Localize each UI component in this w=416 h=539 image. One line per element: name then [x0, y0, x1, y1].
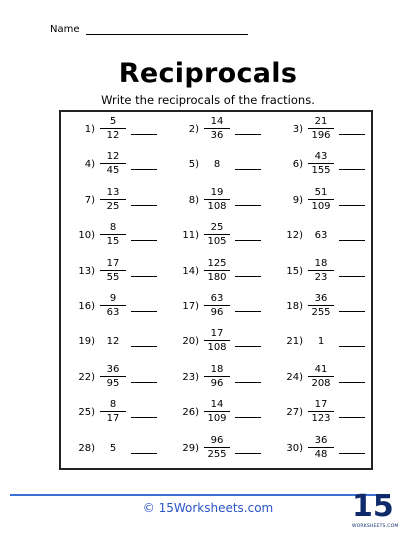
fraction	[204, 116, 230, 141]
answer-blank[interactable]	[235, 205, 261, 206]
fraction	[100, 222, 126, 247]
answer-blank[interactable]	[131, 134, 157, 135]
problem-number: 3)	[292, 124, 303, 135]
problem-item	[173, 114, 277, 146]
fraction	[204, 222, 230, 247]
fraction	[100, 293, 126, 318]
problem-item	[69, 185, 173, 217]
whole-number: 63	[314, 230, 328, 242]
fraction	[100, 187, 126, 212]
denominator: 55	[106, 271, 120, 283]
fraction	[204, 399, 230, 424]
page-title: Reciprocals	[118, 58, 298, 89]
numerator: 17	[308, 399, 334, 412]
denominator: 12	[106, 130, 120, 141]
problem-item	[173, 185, 277, 217]
fraction	[100, 364, 126, 389]
denominator: 208	[311, 377, 331, 389]
answer-blank[interactable]	[235, 346, 261, 347]
answer-blank[interactable]	[339, 382, 365, 383]
numerator: 19	[204, 187, 230, 200]
problem-number: 1)	[84, 124, 95, 135]
answer-blank[interactable]	[235, 134, 261, 135]
problem-item	[173, 256, 277, 288]
problem-number: 11)	[182, 230, 199, 242]
footer-divider	[10, 494, 390, 496]
problem-number: 21)	[286, 336, 303, 348]
numerator: 18	[204, 364, 230, 377]
answer-blank[interactable]	[339, 240, 365, 241]
fraction	[204, 435, 230, 460]
denominator: 108	[207, 200, 227, 212]
answer-blank[interactable]	[131, 417, 157, 418]
problem-number: 28)	[78, 442, 95, 454]
problem-number: 6)	[292, 159, 303, 171]
problem-item	[173, 149, 277, 181]
denominator: 155	[311, 165, 331, 177]
problem-number: 13)	[78, 265, 95, 277]
whole-number: 12	[106, 336, 120, 348]
problem-number: 17)	[182, 301, 199, 312]
logo-wordmark: WORKSHEETS.COM	[352, 524, 399, 529]
problem-number: 2)	[188, 124, 199, 135]
problem-number: 18)	[286, 301, 303, 312]
problem-item	[173, 397, 277, 429]
answer-blank[interactable]	[339, 453, 365, 454]
logo-digits: 15	[352, 489, 394, 524]
problem-item	[173, 362, 277, 394]
problems-box	[59, 110, 373, 470]
numerator: 51	[308, 187, 334, 200]
fraction	[308, 435, 334, 460]
answer-blank[interactable]	[131, 311, 157, 312]
denominator: 96	[210, 377, 224, 389]
numerator: 25	[204, 222, 230, 235]
problem-item	[69, 256, 173, 288]
problem-number: 25)	[78, 407, 95, 419]
problem-item	[173, 220, 277, 252]
fraction	[204, 364, 230, 389]
problem-number: 29)	[182, 442, 199, 454]
problem-item	[69, 326, 173, 358]
problem-item	[277, 256, 381, 288]
numerator: 41	[308, 364, 334, 377]
denominator: 17	[106, 413, 120, 425]
fraction	[308, 151, 334, 176]
fraction	[308, 364, 334, 389]
problem-number: 26)	[182, 407, 199, 419]
problem-item	[277, 220, 381, 252]
numerator: 17	[204, 328, 230, 341]
problem-item	[69, 433, 173, 465]
fraction	[308, 116, 334, 141]
answer-blank[interactable]	[131, 205, 157, 206]
denominator: 109	[311, 200, 331, 212]
problem-item	[173, 326, 277, 358]
problem-number: 12)	[286, 230, 303, 242]
whole-number: 1	[317, 336, 325, 348]
problem-number: 19)	[78, 336, 95, 348]
problem-item	[277, 185, 381, 217]
answer-blank[interactable]	[339, 134, 365, 135]
answer-blank[interactable]	[131, 346, 157, 347]
whole-number: 8	[213, 159, 221, 171]
denominator: 105	[207, 236, 227, 248]
numerator: 125	[204, 258, 230, 271]
fraction	[204, 293, 230, 318]
numerator: 13	[100, 187, 126, 200]
numerator: 18	[308, 258, 334, 271]
problem-item	[69, 220, 173, 252]
problem-item	[277, 149, 381, 181]
answer-blank[interactable]	[131, 382, 157, 383]
problem-number: 14)	[182, 265, 199, 277]
problem-number: 22)	[78, 371, 95, 383]
problem-number: 24)	[286, 371, 303, 383]
numerator: 5	[100, 116, 126, 129]
answer-blank[interactable]	[339, 417, 365, 418]
numerator: 8	[100, 222, 126, 235]
answer-blank[interactable]	[235, 240, 261, 241]
fraction	[100, 151, 126, 176]
answer-blank[interactable]	[235, 276, 261, 277]
problem-item	[277, 326, 381, 358]
problem-item	[277, 291, 381, 323]
fraction	[308, 187, 334, 212]
denominator: 108	[207, 342, 227, 354]
numerator: 36	[308, 435, 334, 448]
problem-item	[69, 114, 173, 146]
denominator: 196	[311, 130, 331, 141]
denominator: 95	[106, 377, 120, 389]
answer-blank[interactable]	[131, 240, 157, 241]
denominator: 23	[314, 271, 328, 283]
denominator: 48	[314, 448, 328, 460]
denominator: 45	[106, 165, 120, 177]
name-row	[50, 24, 248, 35]
problem-item	[69, 291, 173, 323]
fraction	[204, 258, 230, 283]
numerator: 8	[100, 399, 126, 412]
problem-number: 27)	[286, 407, 303, 419]
whole-number: 5	[109, 442, 117, 454]
problem-item	[277, 433, 381, 465]
footer-copyright[interactable]: © 15Worksheets.com	[142, 501, 274, 515]
fraction	[308, 293, 334, 318]
problem-item	[173, 433, 277, 465]
brand-logo	[352, 489, 399, 536]
answer-blank[interactable]	[235, 382, 261, 383]
problem-number: 10)	[78, 230, 95, 242]
answer-blank[interactable]	[339, 205, 365, 206]
fraction	[308, 258, 334, 283]
numerator: 17	[100, 258, 126, 271]
problem-number: 23)	[182, 371, 199, 383]
problem-number: 30)	[286, 442, 303, 454]
answer-blank[interactable]	[131, 169, 157, 170]
denominator: 109	[207, 413, 227, 425]
problem-number: 20)	[182, 336, 199, 348]
problem-item	[277, 397, 381, 429]
denominator: 25	[106, 200, 120, 212]
answer-blank[interactable]	[339, 276, 365, 277]
numerator: 12	[100, 151, 126, 164]
denominator: 123	[311, 413, 331, 425]
answer-blank[interactable]	[339, 311, 365, 312]
numerator: 36	[100, 364, 126, 377]
numerator: 21	[308, 116, 334, 129]
name-label: Name	[50, 24, 80, 35]
fraction	[204, 328, 230, 353]
problem-number: 8)	[188, 194, 199, 206]
fraction	[308, 399, 334, 424]
problem-item	[277, 114, 381, 146]
numerator: 96	[204, 435, 230, 448]
problem-number: 5)	[188, 159, 199, 171]
answer-blank[interactable]	[235, 311, 261, 312]
problem-item	[69, 362, 173, 394]
denominator: 15	[106, 236, 120, 248]
problem-number: 7)	[84, 194, 95, 206]
problem-item	[69, 149, 173, 181]
answer-blank[interactable]	[235, 169, 261, 170]
answer-blank[interactable]	[235, 417, 261, 418]
fraction	[100, 116, 126, 141]
denominator: 96	[210, 307, 224, 318]
denominator: 63	[106, 307, 120, 318]
numerator: 9	[100, 293, 126, 306]
denominator: 36	[210, 130, 224, 141]
problem-item	[277, 362, 381, 394]
problem-item	[69, 397, 173, 429]
numerator: 36	[308, 293, 334, 306]
answer-blank[interactable]	[131, 276, 157, 277]
answer-blank[interactable]	[131, 453, 157, 454]
denominator: 255	[207, 448, 227, 460]
problem-number: 4)	[84, 159, 95, 171]
problem-item	[173, 291, 277, 323]
denominator: 180	[207, 271, 227, 283]
answer-blank[interactable]	[339, 169, 365, 170]
problem-number: 16)	[78, 301, 95, 312]
fraction	[204, 187, 230, 212]
fraction	[100, 399, 126, 424]
numerator: 14	[204, 116, 230, 129]
instructions: Write the reciprocals of the fractions.	[101, 93, 315, 107]
numerator: 43	[308, 151, 334, 164]
answer-blank[interactable]	[235, 453, 261, 454]
numerator: 14	[204, 399, 230, 412]
denominator: 255	[311, 307, 331, 318]
problem-number: 15)	[286, 265, 303, 277]
numerator: 63	[204, 293, 230, 306]
fraction	[100, 258, 126, 283]
name-blank-line	[86, 25, 248, 35]
problem-number: 9)	[292, 194, 303, 206]
answer-blank[interactable]	[339, 346, 365, 347]
